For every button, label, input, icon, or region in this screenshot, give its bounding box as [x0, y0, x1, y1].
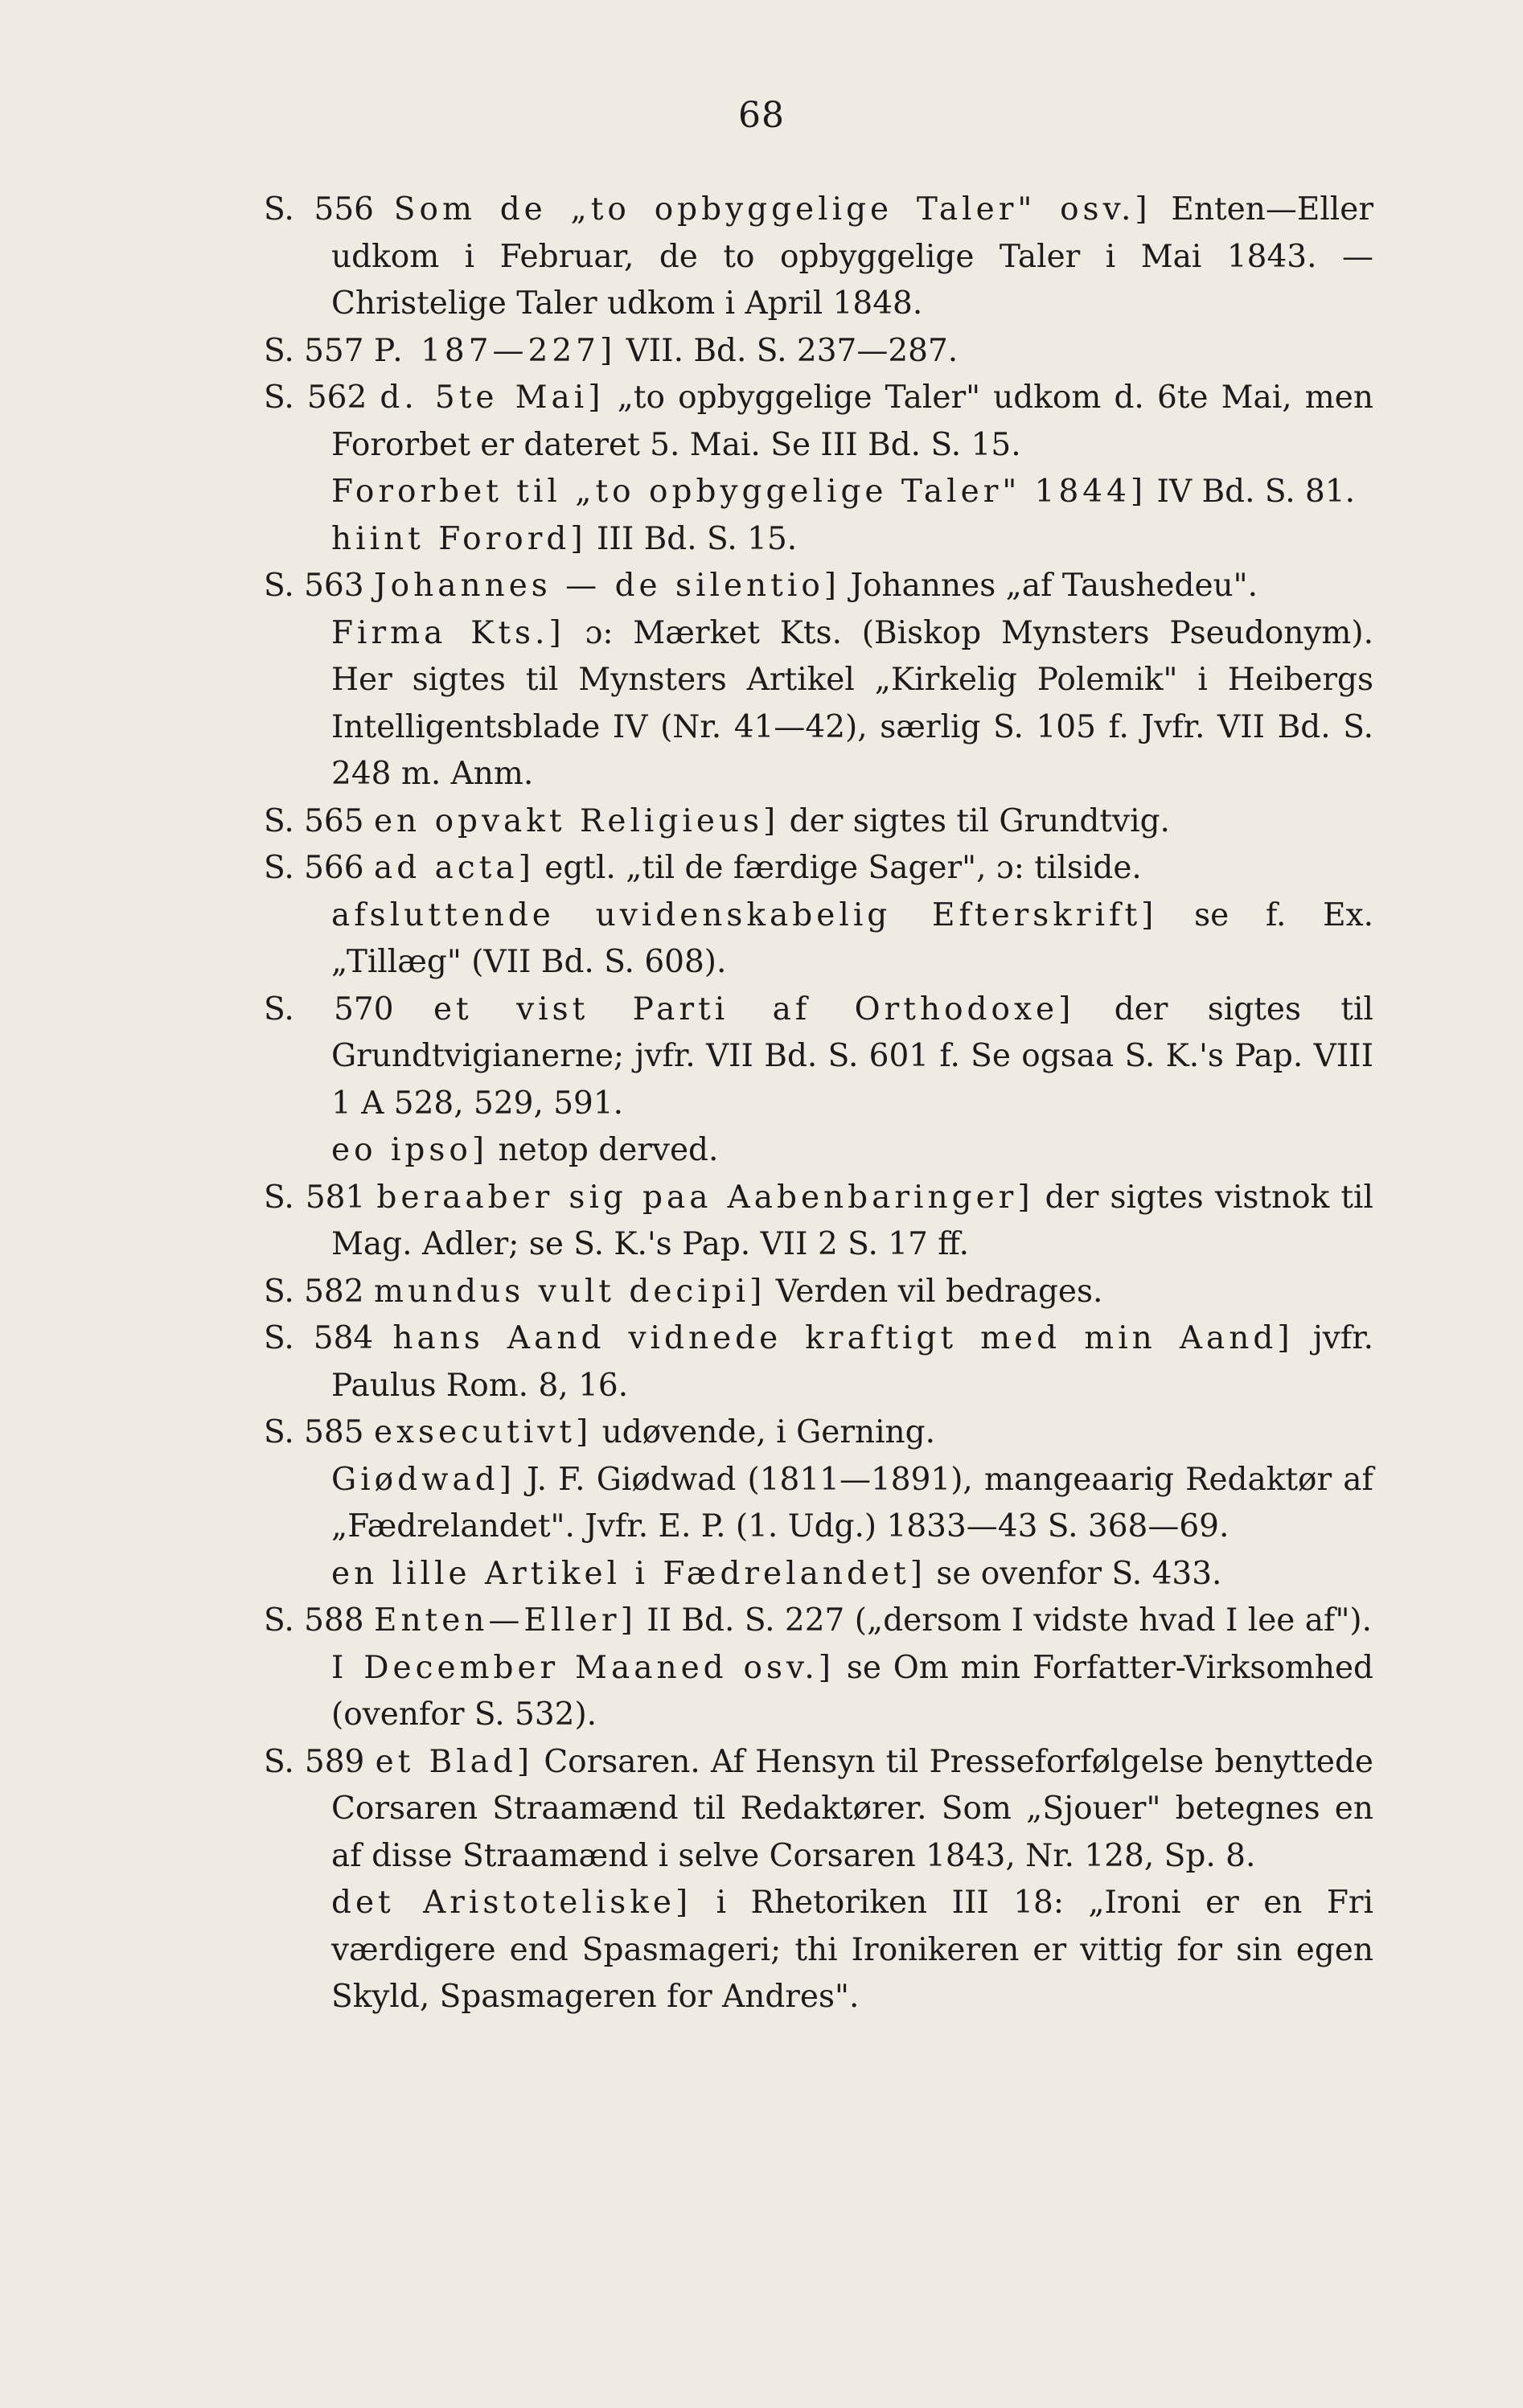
note-entry [264, 1880, 1373, 2021]
note-page-ref: S. 557 [264, 332, 364, 369]
note-lemma: I December Maaned osv.] [331, 1649, 835, 1686]
note-text: „to opbyggelige Taler" udkom d. 6te Mai, men Fororbet er dateret 5. Mai. Se III Bd. S. 15. [331, 379, 1373, 463]
note-lemma: Firma Kts.] [331, 614, 565, 651]
note-text: der sigtes til Grundtvigianerne; jvfr. VII Bd. S. 601 f. Se ogsaa S. K.'s Pap. VIII 1 A 528, 529, 591. [331, 991, 1373, 1122]
note-entry [264, 1598, 1373, 1645]
note-entry [264, 1739, 1373, 1881]
note-entry [264, 1457, 1373, 1551]
note-text: Johannes „af Taushedeu". [850, 568, 1258, 604]
note-lemma: Fororbet til „to opbyggelige Taler" 1844] [331, 474, 1147, 510]
note-page-ref: S. 584 [264, 1320, 374, 1356]
note-lemma: beraaber sig paa Aabenbaringer] [376, 1179, 1034, 1216]
note-text: II Bd. S. 227 („dersom I vidste hvad I lee af"). [647, 1602, 1373, 1639]
note-entry [264, 987, 1373, 1128]
note-lemma: Giødwad] [331, 1461, 515, 1498]
note-lemma: et Blad] [375, 1743, 534, 1780]
note-page-ref: S. 581 [264, 1179, 366, 1216]
note-lemma: en lille Artikel i Fædrelandet] [331, 1555, 926, 1592]
note-entry [264, 1645, 1373, 1739]
note-text: Enten—Eller udkom i Februar, de to opbyggelige Taler i Mai 1843. — Christelige Taler udkom i April 1848. [331, 191, 1373, 322]
note-lemma: Enten—Eller] [373, 1602, 637, 1639]
note-lemma: ad acta] [373, 850, 535, 886]
note-entry [264, 1269, 1373, 1316]
note-entry [264, 1175, 1373, 1269]
note-lemma: mundus vult decipi] [373, 1273, 766, 1310]
note-page-ref: S. 566 [264, 850, 364, 886]
note-text: netop derved. [498, 1132, 719, 1168]
note-text: se ovenfor S. 433. [936, 1555, 1222, 1592]
note-entry [264, 469, 1373, 516]
note-text: ɔ: Mærket Kts. (Biskop Mynsters Pseudonym). Her sigtes til Mynsters Artikel „Kirkelig Polemik" i Heibergs Intelligentsblade IV (Nr. 41—42), særlig S. 105 f. Jvfr. VII Bd. S. 248 m. Anm. [331, 614, 1373, 792]
note-text: egtl. „til de færdige Sager", ɔ: tilside. [544, 850, 1142, 886]
note-lemma: d. 5te Mai] [380, 379, 605, 416]
note-page-ref: S. 585 [264, 1414, 364, 1450]
note-entry [264, 187, 1373, 328]
note-entry [264, 516, 1373, 564]
note-text: se f. Ex. „Tillæg" (VII Bd. S. 608). [331, 896, 1373, 980]
note-text: jvfr. Paulus Rom. 8, 16. [331, 1320, 1374, 1404]
note-text: IV Bd. S. 81. [1156, 474, 1356, 510]
note-lemma: exsecutivt] [373, 1414, 593, 1450]
note-entry [264, 892, 1373, 987]
note-entry [264, 1409, 1373, 1457]
note-entry [264, 1551, 1373, 1598]
note-lemma: hiint Forord] [331, 520, 587, 557]
note-text: Corsaren. Af Hensyn til Presseforfølgelse benyttede Corsaren Straamænd til Redaktører. Som „Sjouer" betegnes en af disse Straamænd i selve Corsaren 1843, Nr. 128, Sp. 8. [331, 1743, 1373, 1874]
note-text: se Om min Forfatter-Virksomhed (ovenfor S. 532). [331, 1649, 1373, 1733]
note-lemma: hans Aand vidnede kraftigt med min Aand] [392, 1320, 1294, 1356]
note-page-ref: S. 588 [264, 1602, 364, 1639]
note-lemma: Som de „to opbyggelige Taler" osv.] [393, 191, 1151, 228]
note-text: der sigtes til Grundtvig. [789, 802, 1170, 839]
note-text: i Rhetoriken III 18: „Ironi er en Fri værdigere end Spasmageri; thi Ironikeren er vittig for sin egen Skyld, Spasmageren for Andres". [331, 1885, 1373, 2015]
note-page-ref: S. 565 [264, 802, 364, 839]
note-entry [264, 610, 1373, 798]
note-text: udøvende, i Gerning. [601, 1414, 936, 1450]
note-page-ref: S. 562 [264, 379, 367, 416]
note-text: Verden vil bedrages. [775, 1273, 1103, 1310]
note-lemma: en opvakt Religieus] [373, 802, 780, 839]
notes-list [264, 187, 1373, 2021]
note-page-ref: S. 563 [264, 568, 364, 604]
note-page-ref: S. 589 [264, 1743, 365, 1780]
note-entry [264, 1315, 1373, 1409]
note-lemma: Johannes — de silentio] [373, 568, 841, 604]
note-page-ref: S. 556 [264, 191, 374, 228]
note-entry [264, 375, 1373, 469]
note-entry [264, 798, 1373, 846]
note-lemma: et vist Parti af Orthodoxe] [433, 991, 1075, 1028]
note-entry [264, 1127, 1373, 1175]
page-number: 68 [738, 95, 785, 136]
note-lemma: eo ipso] [331, 1132, 489, 1168]
note-lemma: P. 187—227] [373, 332, 617, 369]
note-text: der sigtes vistnok til Mag. Adler; se S. K.'s Pap. VII 2 S. 17 ff. [331, 1179, 1373, 1262]
note-entry [264, 563, 1373, 610]
note-lemma: det Aristoteliske] [331, 1885, 692, 1921]
note-text: J. F. Giødwad (1811—1891), mangeaarig Redaktør af „Fædrelandet". Jvfr. E. P. (1. Udg.) 1833—43 S. 368—69. [331, 1461, 1373, 1544]
note-text: III Bd. S. 15. [597, 520, 798, 557]
note-entry [264, 845, 1373, 892]
note-page-ref: S. 582 [264, 1273, 364, 1310]
note-lemma: afsluttende uvidenskabelig Efterskrift] [331, 896, 1158, 933]
note-page-ref: S. 570 [264, 991, 394, 1028]
note-entry [264, 328, 1373, 375]
note-text: VII. Bd. S. 237—287. [626, 332, 959, 369]
